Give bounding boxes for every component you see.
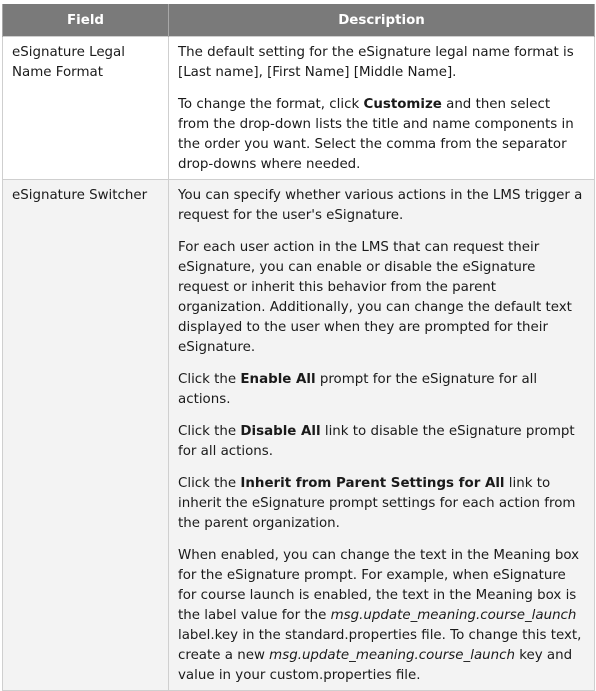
description-cell (169, 37, 595, 180)
description-paragraph (178, 546, 584, 686)
text-run: For each user action in the LMS that can request their eSignature, you can enable or disable the eSignature request or inherit this behavior from the parent organization. Additionally, you can change the default text displayed to the user when they are prompted for their eSignature. (178, 240, 572, 355)
text-run: To change the format, click (178, 97, 364, 112)
table-row (3, 37, 595, 180)
text-run: When enabled, you can change the text in the Meaning box for the eSignature prompt. For example, when eSignature for course launch is enabled, the text in the Meaning box is the label value for the (178, 548, 580, 623)
field-cell: eSignature Switcher (3, 180, 169, 691)
text-run: The default setting for the eSignature legal name format is [Last name], [First Name] [Middle Name]. (178, 45, 574, 80)
text-run: and then select from the drop-down lists the title and name components in the order you want. Select the comma from the separator drop-downs where needed. (178, 97, 574, 172)
column-header-description: Description (169, 4, 595, 37)
text-run: key and value in your custom.properties file. (178, 648, 573, 683)
text-run: You can specify whether various actions in the LMS trigger a request for the user's eSignature. (178, 188, 583, 223)
italic-code-text: msg.update_meaning.course_launch (330, 608, 577, 623)
text-run: prompt for the eSignature for all actions. (178, 372, 538, 407)
column-header-field: Field (3, 4, 169, 37)
description-cell (169, 180, 595, 691)
settings-table (2, 4, 595, 691)
italic-code-text: msg.update_meaning.course_launch (269, 648, 515, 663)
description-paragraph (178, 95, 584, 175)
description-paragraph (178, 422, 584, 462)
bold-text: Customize (363, 97, 442, 112)
text-run: Click the (178, 476, 241, 491)
text-run: Click the (178, 424, 241, 439)
table-header-row (3, 4, 595, 37)
text-run: Click the (178, 372, 241, 387)
description-paragraph (178, 370, 584, 410)
description-paragraph (178, 474, 584, 534)
description-paragraph (178, 43, 584, 83)
text-run: link to disable the eSignature prompt for all actions. (178, 424, 575, 459)
bold-text: Enable All (240, 372, 316, 387)
text-run: label.key in the standard.properties file. To change this text, create a new (178, 628, 582, 663)
text-run: link to inherit the eSignature prompt settings for each action from the parent organization. (178, 476, 576, 531)
table-row (3, 180, 595, 691)
field-cell: eSignature Legal Name Format (3, 37, 169, 180)
description-paragraph (178, 238, 584, 358)
description-paragraph (178, 186, 584, 226)
bold-text: Inherit from Parent Settings for All (240, 476, 505, 491)
bold-text: Disable All (240, 424, 321, 439)
